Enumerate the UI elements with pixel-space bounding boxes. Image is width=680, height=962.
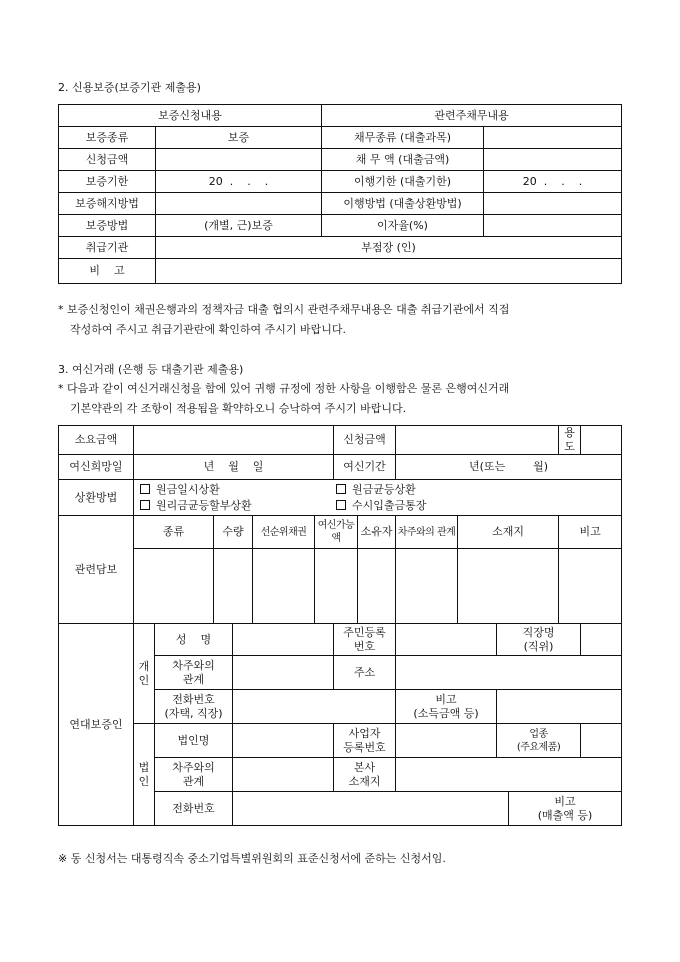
- repay-option-overdraft[interactable]: 수시입출금통장: [336, 498, 426, 514]
- loan-transaction-table: [58, 425, 622, 826]
- collateral-col-type: 종류: [134, 516, 214, 549]
- corp-phone-label: 전화번호: [155, 792, 233, 826]
- collateral-col-location: 소재지: [458, 516, 559, 549]
- section2-note-line2: 작성하여 주시고 취급기관란에 확인하여 주시기 바랍니다.: [70, 323, 347, 336]
- guarantee-term-value[interactable]: 20 . . .: [156, 171, 322, 193]
- corp-hq-value[interactable]: [396, 758, 622, 792]
- debt-amount-value[interactable]: [484, 149, 622, 171]
- termination-method-label: 보증해지방법: [59, 193, 156, 215]
- interest-rate-value[interactable]: [484, 215, 622, 237]
- collateral-quantity-cell[interactable]: [214, 549, 253, 624]
- checkbox-icon[interactable]: [140, 484, 150, 494]
- guarantee-type-value[interactable]: 보증: [156, 127, 322, 149]
- agency-value[interactable]: 부점장 (인): [156, 237, 622, 259]
- corp-hq-label: 본사 소재지: [334, 758, 396, 792]
- collateral-col-quantity: 수량: [214, 516, 253, 549]
- corporate-label: 법 인: [134, 724, 155, 826]
- loan-period-label: 여신기간: [334, 455, 396, 480]
- collateral-senior-cell[interactable]: [253, 549, 315, 624]
- interest-rate-label: 이자율(%): [322, 215, 484, 237]
- collateral-col-relation: 차주와의 관계: [396, 516, 458, 549]
- required-amount-value[interactable]: [134, 426, 334, 455]
- section3-intro-line1: * 다음과 같이 여신거래신청을 함에 있어 귀행 규정에 정한 사항을 이행함은 물론 은행여신거래: [58, 382, 510, 395]
- corp-phone-value[interactable]: [233, 792, 509, 826]
- ind-phone-label: 전화번호 (자택, 직장): [155, 690, 233, 724]
- collateral-label: 관련담보: [59, 516, 134, 624]
- repay-option-equal-principal[interactable]: 원금균등상환: [336, 482, 416, 498]
- repayment-method-value[interactable]: [484, 193, 622, 215]
- collateral-location-cell[interactable]: [458, 549, 559, 624]
- applied-amount-label: 신청금액: [334, 426, 396, 455]
- desired-date-value[interactable]: 년 월 일: [134, 455, 334, 480]
- requested-amount-value[interactable]: [156, 149, 322, 171]
- corp-bizno-label: 사업자 등록번호: [334, 724, 396, 758]
- ind-remarks-label: 비고 (소득금액 등): [396, 690, 497, 724]
- section3-intro-line2: 기본약관의 각 조항이 적용됨을 확약하오니 승낙하여 주시기 바랍니다.: [70, 402, 407, 415]
- collateral-col-owner: 소유자: [358, 516, 396, 549]
- credit-guarantee-table: [58, 104, 622, 284]
- guarantee-method-value[interactable]: (개별, 근)보증: [156, 215, 322, 237]
- collateral-remarks-cell[interactable]: [559, 549, 622, 624]
- ind-job-value[interactable]: [581, 624, 622, 656]
- corp-bizno-value[interactable]: [396, 724, 497, 758]
- repay-option-lump[interactable]: 원금일시상환: [140, 482, 336, 498]
- ind-phone-value[interactable]: [233, 690, 396, 724]
- corp-industry-value[interactable]: [581, 724, 622, 758]
- ind-name-label: 성 명: [155, 624, 233, 656]
- corp-industry-label: 업종 (주요제품): [497, 724, 581, 758]
- repay-option-installment[interactable]: 원리금균등할부상환: [140, 498, 336, 514]
- section2-title: 2. 신용보증(보증기관 제출용): [58, 81, 201, 94]
- debt-amount-label: 채 무 액 (대출금액): [322, 149, 484, 171]
- ind-address-value[interactable]: [396, 656, 622, 690]
- guarantee-term-label: 보증기한: [59, 171, 156, 193]
- guarantee-method-label: 보증방법: [59, 215, 156, 237]
- ind-remarks-value[interactable]: [497, 690, 622, 724]
- related-debt-header: 관련주채무내용: [322, 105, 622, 127]
- ind-name-value[interactable]: [233, 624, 334, 656]
- collateral-col-senior: 선순위채권: [253, 516, 315, 549]
- ind-address-label: 주소: [334, 656, 396, 690]
- footnote: ※ 동 신청서는 대통령직속 중소기업특별위원회의 표준신청서에 준하는 신청서임.: [58, 852, 446, 865]
- agency-label: 취급기관: [59, 237, 156, 259]
- due-date-value[interactable]: 20 . . .: [484, 171, 622, 193]
- collateral-owner-cell[interactable]: [358, 549, 396, 624]
- ind-relation-value[interactable]: [233, 656, 334, 690]
- required-amount-label: 소요금액: [59, 426, 134, 455]
- ind-rrn-label: 주민등록 번호: [334, 624, 396, 656]
- purpose-label: 용도: [559, 426, 581, 455]
- joint-guarantor-label: 연대보증인: [59, 624, 134, 826]
- checkbox-icon[interactable]: [336, 484, 346, 494]
- corp-remarks-label: 비고 (매출액 등): [509, 792, 622, 826]
- corp-name-value[interactable]: [233, 724, 334, 758]
- corp-relation-label: 차주와의 관계: [155, 758, 233, 792]
- ind-job-label: 직장명 (직위): [497, 624, 581, 656]
- guarantee-type-label: 보증종류: [59, 127, 156, 149]
- loan-period-value[interactable]: 년(또는 월): [396, 455, 622, 480]
- repayment-label: 상환방법: [59, 480, 134, 516]
- debt-type-value[interactable]: [484, 127, 622, 149]
- corp-name-label: 법인명: [155, 724, 233, 758]
- purpose-value[interactable]: [581, 426, 622, 455]
- corp-relation-value[interactable]: [233, 758, 334, 792]
- repayment-method-label: 이행방법 (대출상환방법): [322, 193, 484, 215]
- section3-title: 3. 여신거래 (은행 등 대출기관 제출용): [58, 363, 244, 376]
- due-date-label: 이행기한 (대출기한): [322, 171, 484, 193]
- debt-type-label: 채무종류 (대출과목): [322, 127, 484, 149]
- collateral-col-remarks: 비고: [559, 516, 622, 549]
- collateral-available-cell[interactable]: [315, 549, 358, 624]
- termination-method-value[interactable]: [156, 193, 322, 215]
- repayment-options: [134, 480, 622, 516]
- collateral-relation-cell[interactable]: [396, 549, 458, 624]
- desired-date-label: 여신희망일: [59, 455, 134, 480]
- collateral-col-available: 여신가능액: [315, 516, 358, 549]
- applied-amount-value[interactable]: [396, 426, 559, 455]
- section2-note-line1: * 보증신청인이 채권은행과의 정책자금 대출 협의시 관련주채무내용은 대출 취급기관에서 직접: [58, 303, 510, 316]
- remarks-label: 비 고: [59, 259, 156, 284]
- section3-intro: [58, 379, 628, 419]
- remarks-value[interactable]: [156, 259, 622, 284]
- checkbox-icon[interactable]: [140, 500, 150, 510]
- individual-label: 개 인: [134, 624, 155, 724]
- requested-amount-label: 신청금액: [59, 149, 156, 171]
- checkbox-icon[interactable]: [336, 500, 346, 510]
- guarantee-request-header: 보증신청내용: [59, 105, 322, 127]
- section2-note: [58, 300, 628, 340]
- ind-relation-label: 차주와의 관계: [155, 656, 233, 690]
- ind-rrn-value[interactable]: [396, 624, 497, 656]
- collateral-type-cell[interactable]: [134, 549, 214, 624]
